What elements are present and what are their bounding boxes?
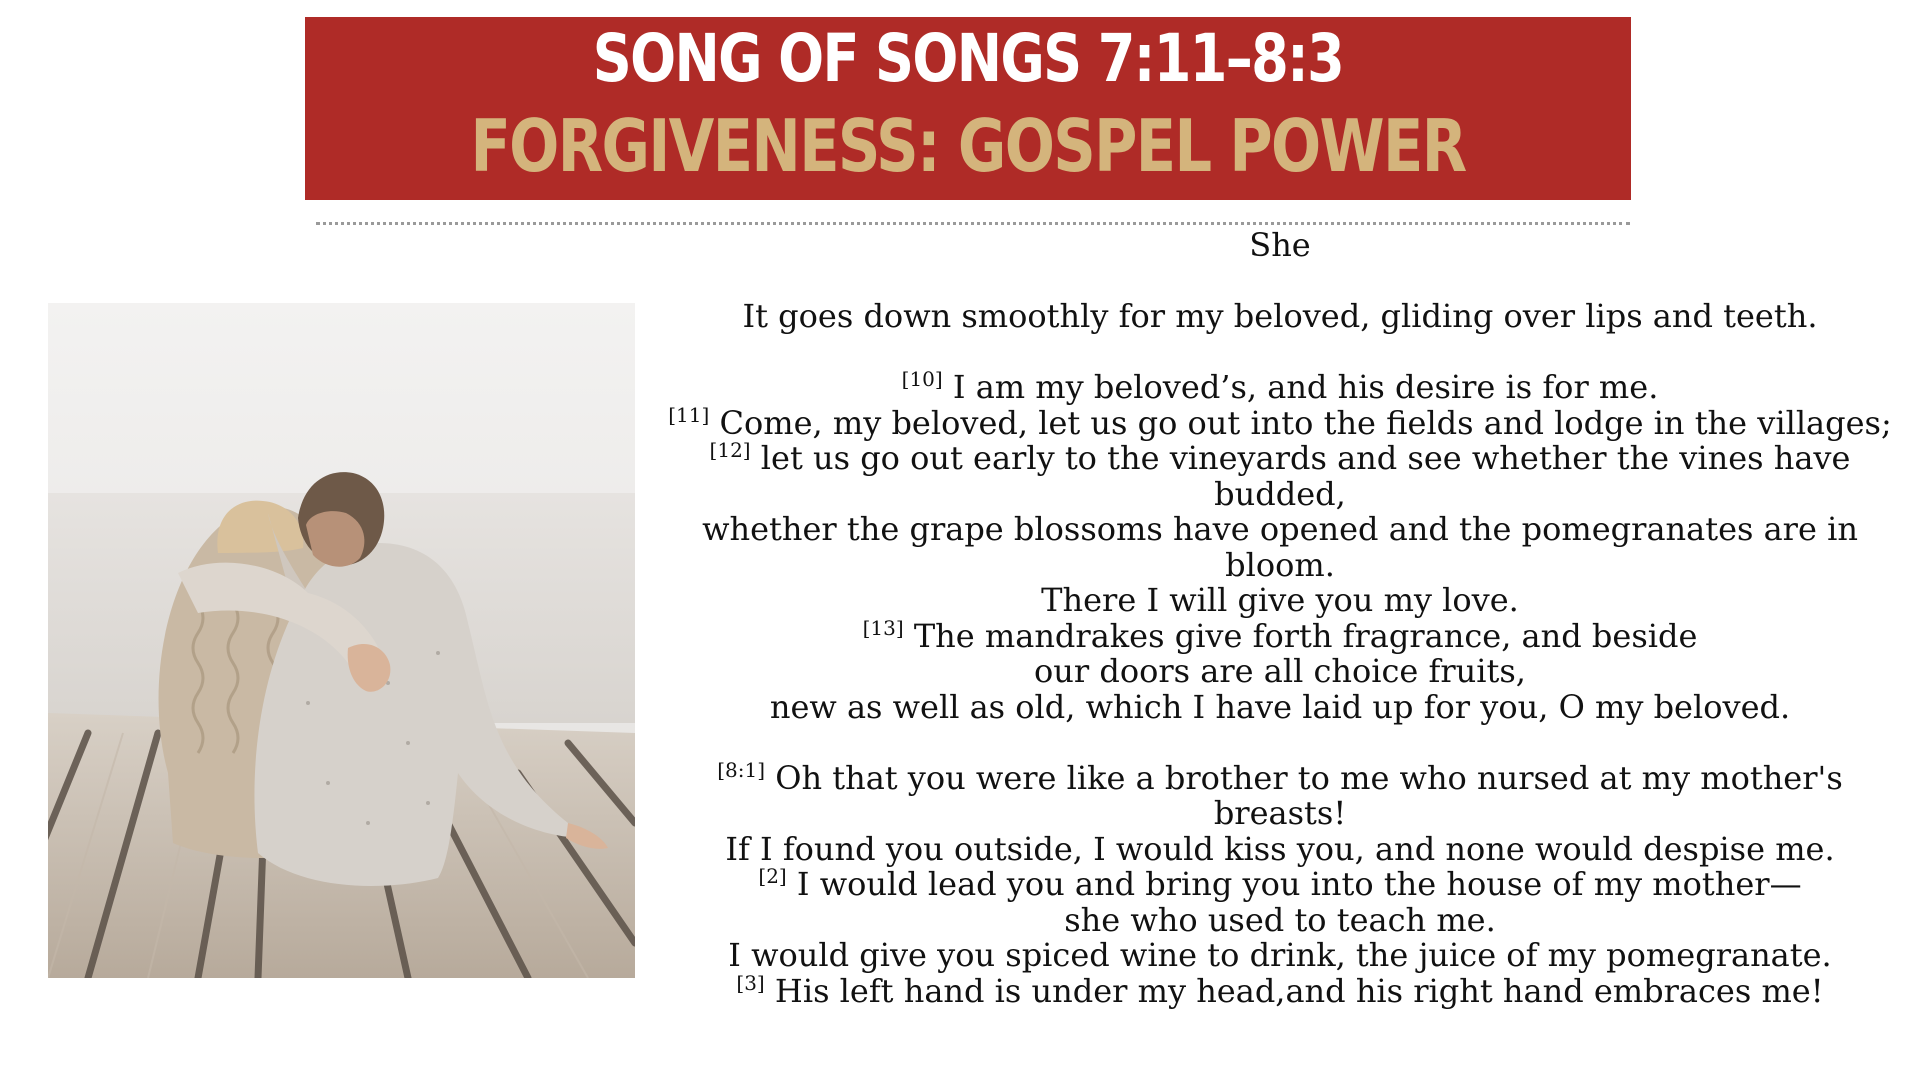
verse-text: Oh that you were like a brother to me who nursed at my mother's: [765, 758, 1843, 797]
slide-title: SONG OF SONGS 7:11–8:3: [592, 20, 1344, 97]
dotted-divider: [316, 222, 1630, 225]
slide-subtitle: FORGIVENESS: GOSPEL POWER: [470, 104, 1466, 188]
verse-10: [650, 367, 1910, 406]
verse-text: His left hand is under my head,and his right hand embraces me!: [764, 971, 1824, 1010]
verse-line: There I will give you my love.: [1041, 581, 1519, 619]
verse-line: bloom.: [1225, 545, 1335, 584]
verse-line: I would give you spiced wine to drink, the juice of my pomegranate.: [728, 936, 1832, 974]
verse-number: [10]: [901, 367, 943, 391]
verse-text: I am my beloved’s, and his desire is for me.: [942, 368, 1659, 406]
verse-text: let us go out early to the vineyards and see whether the vines have: [750, 439, 1851, 477]
title-banner: [305, 17, 1631, 200]
verse-line: our doors are all choice fruits,: [1034, 652, 1526, 690]
verse-number: [12]: [709, 438, 751, 462]
verse-8-1: [650, 757, 1910, 797]
verse-line: If I found you outside, I would kiss you, and none would despise me.: [725, 829, 1835, 868]
verse-line: whether the grape blossoms have opened and the pomegranates are in: [702, 510, 1858, 548]
verse-line: It goes down smoothly for my beloved, gliding over lips and teeth.: [742, 297, 1818, 335]
verse-line: breasts!: [1213, 794, 1347, 832]
verse-number: [11]: [668, 402, 710, 427]
couple-photo: [48, 303, 635, 978]
verse-13: [650, 615, 1910, 655]
verse-line: she who used to teach me.: [1064, 900, 1496, 939]
verse-number: [3]: [736, 970, 765, 995]
blank-line: [650, 725, 1910, 761]
speaker-label: She: [1249, 226, 1311, 264]
verse-number: [8:1]: [717, 757, 766, 782]
verse-3: [650, 970, 1910, 1010]
verse-line: budded,: [1214, 474, 1346, 513]
verse-text: Come, my beloved, let us go out into the fields and lodge in the villages;: [709, 403, 1892, 442]
scripture-text: [650, 228, 1910, 1009]
blank-line: [650, 264, 1910, 300]
verse-text: The mandrakes give forth fragrance, and beside: [903, 616, 1698, 655]
verse-text: I would lead you and bring you into the house of my mother—: [786, 865, 1802, 903]
blank-line: [650, 335, 1910, 371]
verse-number: [13]: [862, 615, 904, 640]
verse-12: [650, 438, 1910, 477]
verse-11: [650, 402, 1910, 442]
verse-number: [2]: [758, 864, 787, 888]
verse-2: [650, 864, 1910, 903]
verse-line: new as well as old, which I have laid up for you, O my beloved.: [769, 687, 1791, 726]
